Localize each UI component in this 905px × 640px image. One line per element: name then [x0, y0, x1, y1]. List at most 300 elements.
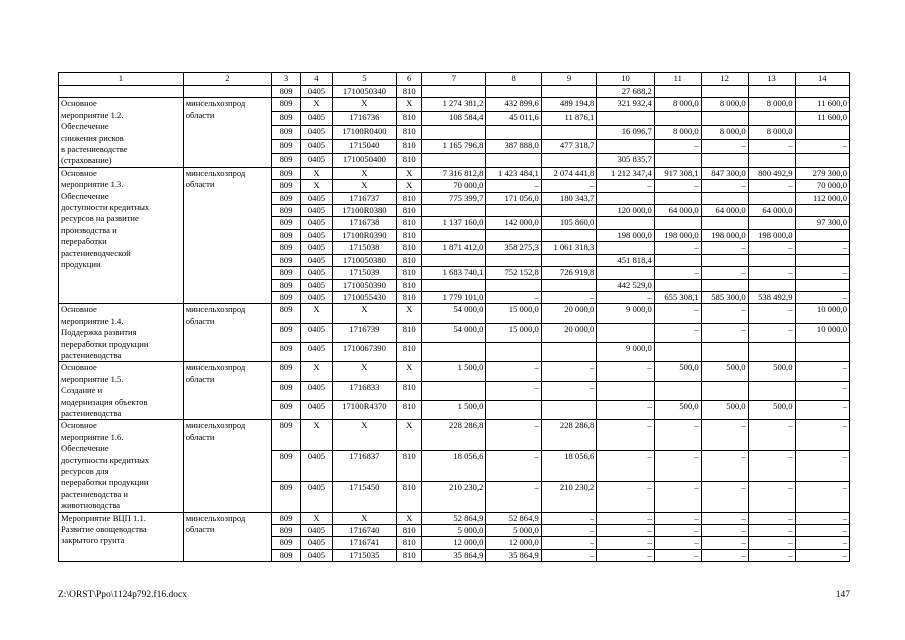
measure-name-line: в растениеводстве — [61, 144, 128, 155]
table-cell: 8 000,0 — [654, 98, 701, 112]
table-cell: 1716837 — [332, 451, 396, 482]
table-cell: 0405 — [300, 451, 332, 482]
table-cell: X — [300, 420, 332, 451]
table-cell: 809 — [272, 537, 301, 549]
table-cell: 10 000,0 — [795, 323, 850, 342]
table-cell: 0405 — [300, 112, 332, 126]
table-cell: 17100R0390 — [332, 229, 396, 241]
table-cell: 108 584,4 — [422, 112, 486, 126]
table-cell: 54 000,0 — [422, 304, 486, 323]
table-cell: – — [597, 451, 655, 482]
column-header: 7 — [422, 73, 486, 86]
measure-name-line: Основное — [61, 304, 97, 315]
table-cell — [701, 112, 748, 126]
table-cell: – — [795, 481, 850, 512]
table-cell: 0405 — [300, 549, 332, 561]
executor-line: минсельхозпрод — [185, 420, 246, 431]
table-cell: 9 000,0 — [597, 343, 655, 362]
table-cell: 17100R0380 — [332, 205, 396, 217]
executor-cell — [183, 420, 271, 512]
table-cell: 810 — [396, 525, 422, 537]
table-cell: – — [748, 420, 795, 451]
table-cell: 358 275,3 — [486, 242, 541, 254]
column-header: 1 — [59, 73, 184, 86]
executor-line: области — [185, 373, 215, 384]
table-cell: X — [300, 98, 332, 112]
table-cell: 810 — [396, 153, 422, 167]
executor-cell — [183, 167, 271, 303]
table-cell — [422, 381, 486, 400]
table-cell: 500,0 — [748, 362, 795, 381]
table-cell: – — [486, 291, 541, 303]
table-cell: 0405 — [300, 381, 332, 400]
table-cell: X — [300, 512, 332, 524]
table-cell: 0405 — [300, 217, 332, 229]
table-cell: 70 000,0 — [422, 180, 486, 192]
table-cell — [597, 112, 655, 126]
table-cell — [422, 254, 486, 266]
measure-name-line: растениеводческой — [61, 247, 131, 258]
table-cell — [486, 86, 541, 98]
table-cell: 810 — [396, 267, 422, 279]
measure-name-line: животноводства — [61, 500, 121, 511]
table-cell: 8 000,0 — [701, 98, 748, 112]
table-cell: – — [795, 549, 850, 561]
table-cell: 500,0 — [748, 401, 795, 420]
table-cell — [597, 140, 655, 154]
table-cell — [422, 229, 486, 241]
table-cell: 809 — [272, 451, 301, 482]
table-cell: 1 165 796,8 — [422, 140, 486, 154]
measure-name-cell — [59, 420, 184, 512]
table-cell: – — [597, 291, 655, 303]
table-cell: 1715450 — [332, 481, 396, 512]
table-cell: – — [541, 537, 596, 549]
executor-line: минсельхозпрод — [185, 98, 246, 109]
table-cell: 12 000,0 — [486, 537, 541, 549]
table-row — [59, 304, 850, 323]
table-cell: X — [300, 362, 332, 381]
measure-name-line: мероприятие 1.4. — [61, 315, 124, 326]
table-cell: – — [795, 512, 850, 524]
table-cell: 810 — [396, 401, 422, 420]
table-cell: – — [701, 242, 748, 254]
executor-cell — [183, 362, 271, 420]
table-cell — [486, 401, 541, 420]
table-cell — [748, 254, 795, 266]
table-cell: 809 — [272, 401, 301, 420]
table-cell: 775 399,7 — [422, 192, 486, 204]
table-cell: 1710055430 — [332, 291, 396, 303]
table-cell: 809 — [272, 525, 301, 537]
table-cell: – — [748, 549, 795, 561]
table-cell: 15 000,0 — [486, 304, 541, 323]
table-cell: 198 000,0 — [654, 229, 701, 241]
table-cell: 809 — [272, 153, 301, 167]
table-cell — [795, 254, 850, 266]
table-cell: 809 — [272, 126, 301, 140]
table-cell: X — [396, 512, 422, 524]
table-cell: – — [795, 362, 850, 381]
table-row — [59, 86, 850, 98]
table-cell: 810 — [396, 291, 422, 303]
table-cell: 18 056,6 — [422, 451, 486, 482]
table-cell — [486, 153, 541, 167]
table-cell: X — [332, 98, 396, 112]
table-cell: – — [541, 381, 596, 400]
table-cell: – — [701, 420, 748, 451]
table-cell: 1 137 160,0 — [422, 217, 486, 229]
table-cell: – — [748, 537, 795, 549]
table-cell — [486, 126, 541, 140]
table-cell — [701, 86, 748, 98]
table-cell: 810 — [396, 229, 422, 241]
column-header: 5 — [332, 73, 396, 86]
table-cell: 1 423 484,1 — [486, 167, 541, 179]
table-cell: 0405 — [300, 323, 332, 342]
table-cell: 45 011,6 — [486, 112, 541, 126]
measure-name-line: ресурсов для — [61, 466, 109, 476]
table-cell: – — [748, 304, 795, 323]
table-cell — [541, 126, 596, 140]
measure-name-cell — [59, 362, 184, 420]
table-cell: X — [396, 420, 422, 451]
table-cell: 228 286,8 — [422, 420, 486, 451]
measure-name-line: (страхование) — [61, 155, 112, 166]
table-cell: 0405 — [300, 140, 332, 154]
measure-name-cell — [59, 512, 184, 562]
table-cell: 810 — [396, 86, 422, 98]
measure-name-line: мероприятие 1.3. — [61, 179, 124, 190]
table-cell — [654, 153, 701, 167]
table-cell: 8 000,0 — [748, 98, 795, 112]
table-cell: – — [654, 323, 701, 342]
table-cell: 387 888,0 — [486, 140, 541, 154]
column-header: 14 — [795, 73, 850, 86]
table-cell: 1 871 412,0 — [422, 242, 486, 254]
table-cell — [701, 217, 748, 229]
measure-name-line: Поддержка развития — [61, 327, 137, 338]
executor-line: области — [185, 109, 215, 120]
table-cell: 70 000,0 — [795, 180, 850, 192]
table-cell — [541, 279, 596, 291]
measure-name-line: переработки продукции — [61, 477, 149, 488]
table-cell: 1 779 101,0 — [422, 291, 486, 303]
table-cell: 1715039 — [332, 267, 396, 279]
table-cell: 809 — [272, 267, 301, 279]
table-cell — [541, 254, 596, 266]
measure-name-line: доступности кредитных — [61, 454, 150, 465]
column-header: 8 — [486, 73, 541, 86]
measure-name-line: растениеводства — [61, 349, 122, 360]
table-cell — [541, 153, 596, 167]
table-cell: 810 — [396, 205, 422, 217]
table-cell — [654, 254, 701, 266]
table-cell: – — [701, 537, 748, 549]
table-cell — [486, 254, 541, 266]
table-cell: – — [795, 381, 850, 400]
table-cell: 810 — [396, 343, 422, 362]
table-cell: 142 000,0 — [486, 217, 541, 229]
table-cell: 809 — [272, 242, 301, 254]
table-cell: – — [701, 512, 748, 524]
table-cell: 809 — [272, 180, 301, 192]
table-cell: 809 — [272, 254, 301, 266]
table-row — [59, 512, 850, 524]
table-row — [59, 420, 850, 451]
table-cell: 489 194,8 — [541, 98, 596, 112]
table-cell: 52 864,9 — [486, 512, 541, 524]
column-header: 10 — [597, 73, 655, 86]
table-cell: 54 000,0 — [422, 323, 486, 342]
table-cell — [422, 205, 486, 217]
measure-name-line: доступности кредитных — [61, 202, 150, 213]
table-cell: – — [748, 512, 795, 524]
table-cell — [183, 86, 271, 98]
table-cell: 810 — [396, 323, 422, 342]
column-header: 11 — [654, 73, 701, 86]
table-cell — [654, 192, 701, 204]
table-cell: 810 — [396, 279, 422, 291]
table-cell: 12 000,0 — [422, 537, 486, 549]
table-cell: – — [541, 291, 596, 303]
table-cell: – — [486, 451, 541, 482]
executor-line: минсельхозпрод — [185, 362, 246, 373]
table-cell — [422, 126, 486, 140]
measure-name-line: Обеспечение — [61, 190, 109, 201]
table-cell: – — [795, 140, 850, 154]
measure-name-line: Основное — [61, 362, 97, 373]
table-cell: 500,0 — [654, 362, 701, 381]
table-cell: 0405 — [300, 86, 332, 98]
table-cell — [654, 343, 701, 362]
measure-name-cell — [59, 98, 184, 167]
table-cell: – — [486, 381, 541, 400]
executor-line: области — [185, 524, 215, 535]
table-cell: 810 — [396, 537, 422, 549]
table-cell: 0405 — [300, 343, 332, 362]
table-cell — [541, 205, 596, 217]
table-cell: 809 — [272, 229, 301, 241]
table-cell: 8 000,0 — [748, 126, 795, 140]
column-header: 2 — [183, 73, 271, 86]
measure-name-line: растениеводства — [61, 407, 122, 418]
table-cell: 7 316 812,8 — [422, 167, 486, 179]
table-cell: – — [701, 180, 748, 192]
measure-name-line: закрытого грунта — [61, 535, 125, 546]
table-cell: 809 — [272, 140, 301, 154]
table-cell: 35 864,9 — [422, 549, 486, 561]
table-cell: – — [597, 420, 655, 451]
table-cell: 11 876,1 — [541, 112, 596, 126]
table-cell — [541, 401, 596, 420]
table-cell: – — [654, 267, 701, 279]
table-cell: 1 500,0 — [422, 401, 486, 420]
table-cell — [541, 86, 596, 98]
table-cell: – — [654, 451, 701, 482]
table-cell — [597, 217, 655, 229]
table-cell: – — [701, 304, 748, 323]
table-cell: 198 000,0 — [597, 229, 655, 241]
table-cell: X — [396, 167, 422, 179]
table-cell: 1 061 318,3 — [541, 242, 596, 254]
table-cell — [701, 343, 748, 362]
measure-name-line: переработки продукции — [61, 338, 149, 349]
table-cell: – — [795, 242, 850, 254]
table-cell — [748, 279, 795, 291]
executor-line: области — [185, 315, 215, 326]
table-cell: 112 000,0 — [795, 192, 850, 204]
table-cell: 538 492,9 — [748, 291, 795, 303]
table-cell: 1715040 — [332, 140, 396, 154]
table-cell: 1716737 — [332, 192, 396, 204]
table-cell — [486, 229, 541, 241]
table-cell: – — [486, 420, 541, 451]
table-cell: 52 864,9 — [422, 512, 486, 524]
table-cell: – — [795, 291, 850, 303]
table-cell: – — [597, 549, 655, 561]
table-cell: – — [654, 420, 701, 451]
table-cell: 35 864,9 — [486, 549, 541, 561]
table-cell: 809 — [272, 323, 301, 342]
table-cell: X — [396, 180, 422, 192]
table-cell — [422, 279, 486, 291]
table-cell — [486, 205, 541, 217]
executor-line: минсельхозпрод — [185, 304, 246, 315]
table-cell: – — [597, 525, 655, 537]
table-cell: – — [795, 401, 850, 420]
table-cell — [701, 254, 748, 266]
table-cell: – — [654, 512, 701, 524]
table-cell: 0405 — [300, 481, 332, 512]
table-cell: – — [654, 180, 701, 192]
measure-name-line: Основное — [61, 167, 97, 178]
executor-cell — [183, 512, 271, 562]
table-cell: X — [332, 304, 396, 323]
table-cell: – — [597, 401, 655, 420]
table-cell: 810 — [396, 254, 422, 266]
table-cell: X — [396, 304, 422, 323]
table-cell: 64 000,0 — [701, 205, 748, 217]
column-header: 12 — [701, 73, 748, 86]
table-cell — [422, 153, 486, 167]
table-cell: 809 — [272, 420, 301, 451]
table-cell: X — [300, 180, 332, 192]
table-cell: 27 688,2 — [597, 86, 655, 98]
table-cell: 1710050340 — [332, 86, 396, 98]
table-cell: – — [748, 451, 795, 482]
table-cell: 810 — [396, 481, 422, 512]
table-cell: 321 932,4 — [597, 98, 655, 112]
table-cell — [748, 192, 795, 204]
table-cell — [654, 86, 701, 98]
table-cell: 9 000,0 — [597, 304, 655, 323]
table-cell — [795, 153, 850, 167]
table-cell: 847 300,0 — [701, 167, 748, 179]
measure-name-cell — [59, 167, 184, 303]
table-cell: 198 000,0 — [748, 229, 795, 241]
table-cell: 1710050380 — [332, 254, 396, 266]
table-cell — [597, 381, 655, 400]
table-cell: 1 683 740,1 — [422, 267, 486, 279]
table-cell: 451 818,4 — [597, 254, 655, 266]
table-cell: X — [396, 362, 422, 381]
table-cell: 97 300,0 — [795, 217, 850, 229]
table-cell: 809 — [272, 481, 301, 512]
measure-name-line: модернизация объектов — [61, 396, 148, 407]
table-cell — [795, 205, 850, 217]
budget-table — [58, 72, 850, 562]
table-cell: 64 000,0 — [748, 205, 795, 217]
table-cell: – — [748, 481, 795, 512]
table-cell: – — [701, 481, 748, 512]
table-cell — [654, 381, 701, 400]
measure-name-line: мероприятие 1.2. — [61, 109, 124, 120]
table-cell: 809 — [272, 112, 301, 126]
table-cell: 0405 — [300, 401, 332, 420]
table-cell — [541, 229, 596, 241]
measure-name-line: Развитие овощеводства — [61, 524, 147, 535]
table-cell — [486, 279, 541, 291]
table-cell: – — [654, 549, 701, 561]
table-cell: 1 212 347,4 — [597, 167, 655, 179]
table-cell: – — [597, 481, 655, 512]
table-cell: X — [300, 304, 332, 323]
table-cell: – — [748, 267, 795, 279]
header-row — [59, 73, 850, 86]
table-cell: 585 300,0 — [701, 291, 748, 303]
table-cell: 810 — [396, 549, 422, 561]
table-cell: – — [701, 323, 748, 342]
measure-name-line: Основное — [61, 420, 97, 431]
table-cell: X — [332, 180, 396, 192]
table-row — [59, 362, 850, 381]
table-cell: – — [701, 451, 748, 482]
table-cell: 17100R0400 — [332, 126, 396, 140]
table-cell — [597, 267, 655, 279]
table-cell: X — [332, 362, 396, 381]
table-cell: – — [701, 549, 748, 561]
column-header: 6 — [396, 73, 422, 86]
table-cell — [795, 126, 850, 140]
table-cell: 800 492,9 — [748, 167, 795, 179]
table-cell: 15 000,0 — [486, 323, 541, 342]
table-cell — [597, 323, 655, 342]
table-cell — [654, 112, 701, 126]
table-cell — [795, 279, 850, 291]
table-cell — [422, 343, 486, 362]
table-cell: 120 000,0 — [597, 205, 655, 217]
table-cell: 810 — [396, 192, 422, 204]
table-cell: 11 600,0 — [795, 98, 850, 112]
table-cell: X — [332, 167, 396, 179]
table-cell: – — [597, 362, 655, 381]
table-cell: 0405 — [300, 267, 332, 279]
table-cell: 0405 — [300, 279, 332, 291]
table-cell: – — [748, 140, 795, 154]
table-cell: 809 — [272, 362, 301, 381]
table-cell: – — [748, 242, 795, 254]
table-cell: 0405 — [300, 254, 332, 266]
table-cell: 8 000,0 — [654, 126, 701, 140]
table-cell: 20 000,0 — [541, 323, 596, 342]
footer-file-path: Z:\ORST\Ppo\1124p792.f16.docx — [58, 590, 187, 600]
table-cell: 0405 — [300, 205, 332, 217]
table-cell: 809 — [272, 549, 301, 561]
measure-name-line: растениеводства и — [61, 488, 129, 499]
column-header: 4 — [300, 73, 332, 86]
table-cell — [486, 343, 541, 362]
